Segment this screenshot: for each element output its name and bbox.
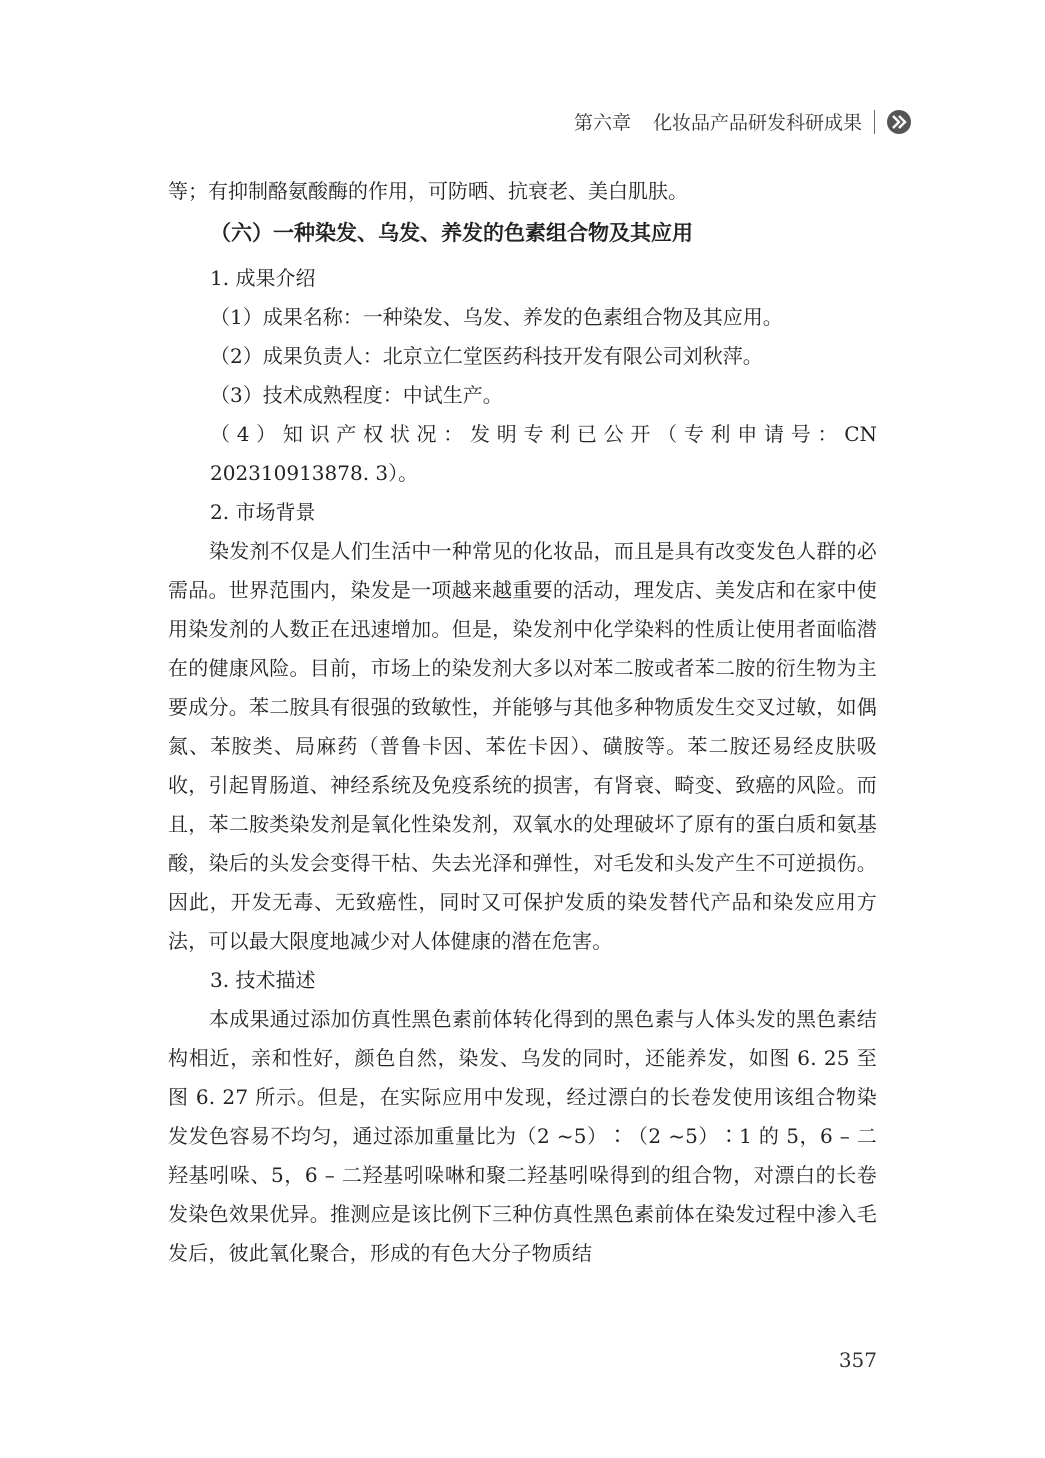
- chapter-label: 第六章: [573, 112, 631, 134]
- section-title: （六）一种染发、乌发、养发的色素组合物及其应用: [210, 221, 693, 245]
- item-name: （1）成果名称：一种染发、乌发、养发的色素组合物及其应用。: [210, 305, 783, 329]
- item-owner: （2）成果负责人：北京立仁堂医药科技开发有限公司刘秋萍。: [210, 344, 763, 368]
- subheading-achievement: 1. 成果介绍: [210, 266, 316, 290]
- item-ip-status: （4）知识产权状况：发明专利已公开（专利申请号：CN 202310913878. 3）。: [210, 422, 877, 485]
- page-number: 357: [838, 1348, 877, 1372]
- item-maturity: （3）技术成熟程度：中试生产。: [210, 383, 503, 407]
- page-body: [168, 172, 877, 1273]
- header-divider: [874, 110, 875, 134]
- paragraph-market: 染发剂不仅是人们生活中一种常见的化妆品，而且是具有改变发色人群的必需品。世界范围内，染发是一项越来越重要的活动，理发店、美发店和在家中使用染发剂的人数正在迅速增加。但是，染发剂中化学染料的性质让使用者面临潜在的健康风险。目前，市场上的染发剂大多以对苯二胺或者苯二胺的衍生物为主要成分。苯二胺具有很强的致敏性，并能够与其他多种物质发生交叉过敏，如偶氮、苯胺类、局麻药（普鲁卡因、苯佐卡因）、磺胺等。苯二胺还易经皮肤吸收，引起胃肠道、神经系统及免疫系统的损害，有肾衰、畸变、致癌的风险。而且，苯二胺类染发剂是氧化性染发剂，双氧水的处理破坏了原有的蛋白质和氨基酸，染后的头发会变得干枯、失去光泽和弹性，对毛发和头发产生不可逆损伤。因此，开发无毒、无致癌性，同时又可保护发质的染发替代产品和染发应用方法，可以最大限度地减少对人体健康的潜在危害。: [168, 539, 877, 953]
- subheading-market: 2. 市场背景: [210, 500, 316, 524]
- running-header: [574, 108, 911, 135]
- subheading-tech: 3. 技术描述: [210, 968, 316, 992]
- paragraph-tech: 本成果通过添加仿真性黑色素前体转化得到的黑色素与人体头发的黑色素结构相近，亲和性好，颜色自然，染发、乌发的同时，还能养发，如图 6. 25 至图 6. 27 所示。但是，在实际应用中发现，经过漂白的长卷发使用该组合物染发发色容易不均匀，通过添加重量比为（2 ~5）∶（2 ~5）∶1 的 5，6 – 二羟基吲哚、5，6 – 二羟基吲哚啉和聚二羟基吲哚得到的组合物，对漂白的长卷发染色效果优异。推测应是该比例下三种仿真性黑色素前体在染发过程中渗入毛发后，彼此氧化聚合，形成的有色大分子物质结: [168, 1007, 877, 1265]
- intro-line: 等；有抑制酪氨酸酶的作用，可防晒、抗衰老、美白肌肤。: [168, 179, 688, 203]
- double-chevron-right-icon: [887, 110, 911, 134]
- chapter-title: 化妆品产品研发科研成果: [652, 112, 862, 134]
